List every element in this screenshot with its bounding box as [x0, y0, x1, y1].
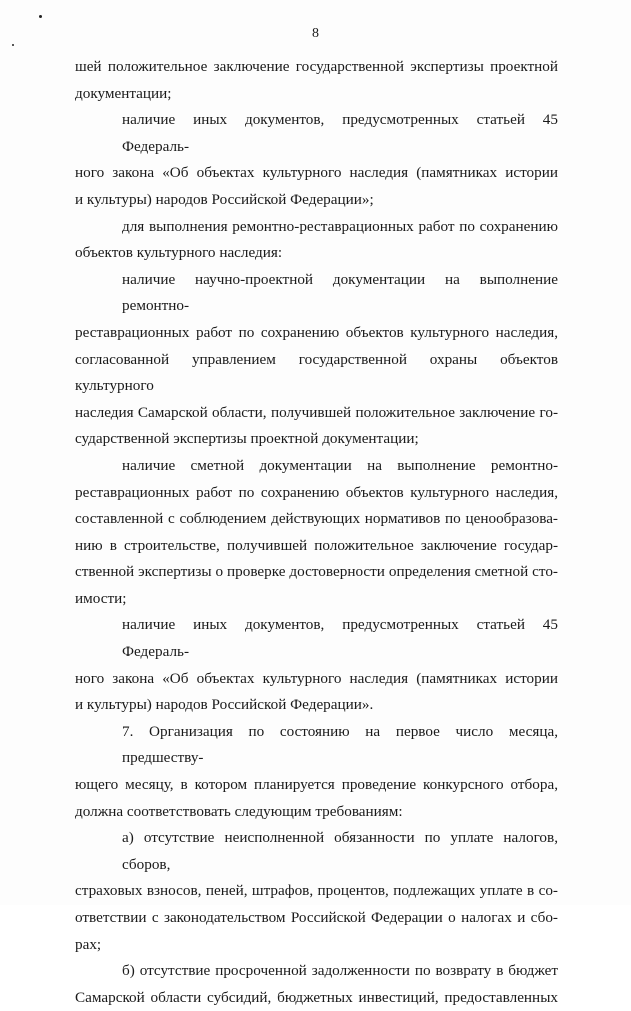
text-line: а) отсутствие неисполненной обязанности по уплате налогов, сборов,	[122, 829, 558, 873]
text-line: объектов культурного наследия:	[75, 244, 283, 262]
text-line: должна соответствовать следующим требованиям:	[75, 802, 403, 820]
text-line: наличие научно-проектной документации на выполнение ремонтно-	[122, 270, 558, 315]
scan-speck	[12, 44, 14, 46]
text-line: имости;	[75, 589, 127, 607]
text-line: реставрационных работ по сохранению объектов культурного наследия,	[75, 483, 558, 501]
text-line: и культуры) народов Российской Федерации»;	[75, 190, 374, 208]
text-line: наличие иных документов, предусмотренных статьей 45 Федераль-	[122, 616, 558, 661]
text-line: Самарской области субсидий, бюджетных инвестиций, предоставленных	[75, 988, 558, 1006]
text-line: ственной экспертизы о проверке достоверности определения сметной сто-	[75, 563, 558, 581]
page-number: 8	[312, 26, 319, 41]
text-line: реставрационных работ по сохранению объектов культурного наследия,	[75, 323, 558, 341]
text-line: ного закона «Об объектах культурного наследия (памятниках истории	[75, 669, 558, 687]
text-line: б) отсутствие просроченной задолженности по возврату в бюджет	[122, 962, 558, 980]
text-line: ответствии с законодательством Российской Федерации о налогах и сбо-	[75, 909, 558, 926]
text-line: согласованной управлением государственной охраны объектов культурного	[75, 350, 558, 395]
text-line: и культуры) народов Российской Федерации».	[75, 696, 374, 714]
text-line: рах;	[75, 935, 102, 953]
document-body	[75, 54, 558, 1011]
text-line: наследия Самарской области, получившей положительное заключение го-	[75, 403, 558, 421]
text-line: наличие иных документов, предусмотренных статьей 45 Федераль-	[122, 111, 558, 155]
text-line: 7. Организация по состоянию на первое число месяца, предшеству-	[122, 722, 558, 767]
text-line: составленной с соблюдением действующих нормативов по ценообразова-	[75, 510, 558, 528]
text-line: страховых взносов, пеней, штрафов, процентов, подлежащих уплате в со-	[75, 882, 558, 900]
text-line: для выполнения ремонтно-реставрационных работ по сохранению	[122, 217, 558, 235]
text-line: документации;	[75, 84, 172, 102]
text-line: нию в строительстве, получившей положительное заключение государ-	[75, 536, 558, 554]
text-line: ющего месяцу, в котором планируется проведение конкурсного отбора,	[75, 776, 558, 794]
text-line: ного закона «Об объектах культурного наследия (памятниках истории	[75, 164, 558, 182]
text-line: сударственной экспертизы проектной документации;	[75, 430, 419, 448]
scan-speck	[39, 15, 42, 18]
text-line: наличие сметной документации на выполнение ремонтно-	[122, 456, 558, 474]
text-line: шей положительное заключение государственной экспертизы проектной	[75, 58, 558, 75]
